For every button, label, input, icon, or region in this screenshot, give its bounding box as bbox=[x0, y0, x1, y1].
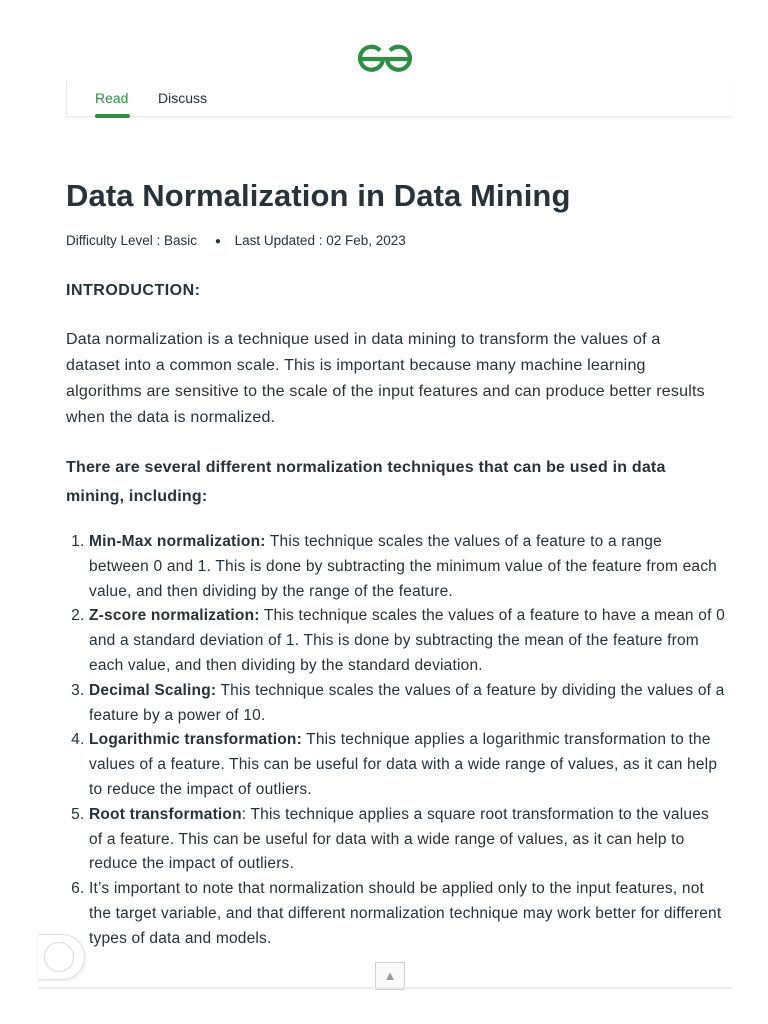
technique-term: Decimal Scaling: bbox=[89, 681, 217, 699]
tab-discuss-label: Discuss bbox=[158, 90, 208, 106]
active-tab-indicator bbox=[95, 114, 130, 118]
technique-description: This technique scales the values of a feature to a range between 0 and 1. This is done by subtracting the minimum value of the feature from each value, and then dividing by the range of the feature. bbox=[89, 533, 717, 600]
feedback-toggle-button[interactable] bbox=[38, 934, 85, 980]
list-item bbox=[89, 877, 725, 951]
technique-term: Min-Max normalization: bbox=[89, 533, 266, 550]
introduction-paragraph: Data normalization is a technique used in data mining to transform the values of a dataset into a common scale. This is important because many machine learning algorithms are sensitive to the scale of the input features and can produce better results when the data is normalized. bbox=[66, 331, 705, 426]
difficulty-label: Difficulty Level : bbox=[66, 233, 165, 248]
arrow-up-icon: ▲ bbox=[383, 968, 397, 983]
tab-discuss[interactable] bbox=[158, 90, 207, 106]
technique-term: Root transformation bbox=[89, 805, 242, 823]
bottom-divider bbox=[38, 987, 732, 989]
technique-description: : This technique applies a square root transformation to the values of a feature. This can be useful for data with a wide range of values, as it can help to reduce the impact of outliers. bbox=[89, 805, 709, 873]
scroll-to-top-button[interactable] bbox=[375, 962, 405, 990]
technique-description: This technique scales the values of a feature to have a mean of 0 and a standard deviation of 1. This is done by subtracting the mean of the feature from each value, and then dividing by the standard deviation. bbox=[89, 607, 725, 674]
tab-read-label: Read bbox=[95, 90, 129, 106]
technique-term: Logarithmic transformation: bbox=[89, 731, 302, 749]
introduction-heading: INTRODUCTION: bbox=[66, 282, 201, 299]
article-tab-bar bbox=[66, 80, 733, 117]
techniques-list bbox=[66, 530, 725, 952]
article-meta bbox=[66, 233, 406, 248]
techniques-heading: There are several different normalization techniques that can be used in data mining, including: bbox=[66, 459, 666, 505]
list-item bbox=[89, 728, 725, 802]
last-updated-value: 02 Feb, 2023 bbox=[326, 233, 406, 248]
technique-description: This technique scales the values of a feature by dividing the values of a feature by a power of 10. bbox=[89, 681, 725, 724]
gfg-logo-icon[interactable] bbox=[356, 42, 414, 76]
list-item bbox=[89, 803, 725, 877]
article-title: Data Normalization in Data Mining bbox=[66, 178, 571, 213]
technique-description: It’s important to note that normalization should be applied only to the input features, not the target variable, and that different normalization technique may work better for different types of data and models. bbox=[89, 880, 722, 947]
difficulty-value[interactable]: Basic bbox=[164, 233, 198, 248]
technique-description: This technique applies a logarithmic transformation to the values of a feature. This can be useful for data with a wide range of values, as it can help to reduce the impact of outliers. bbox=[89, 731, 718, 798]
list-item bbox=[89, 530, 725, 604]
tab-read[interactable] bbox=[95, 90, 128, 106]
list-item bbox=[89, 604, 725, 678]
last-updated-label: Last Updated : bbox=[234, 233, 327, 248]
circle-icon bbox=[44, 942, 74, 972]
meta-separator-icon: ● bbox=[214, 236, 221, 247]
list-item bbox=[89, 679, 725, 729]
technique-term: Z-score normalization: bbox=[89, 607, 260, 625]
